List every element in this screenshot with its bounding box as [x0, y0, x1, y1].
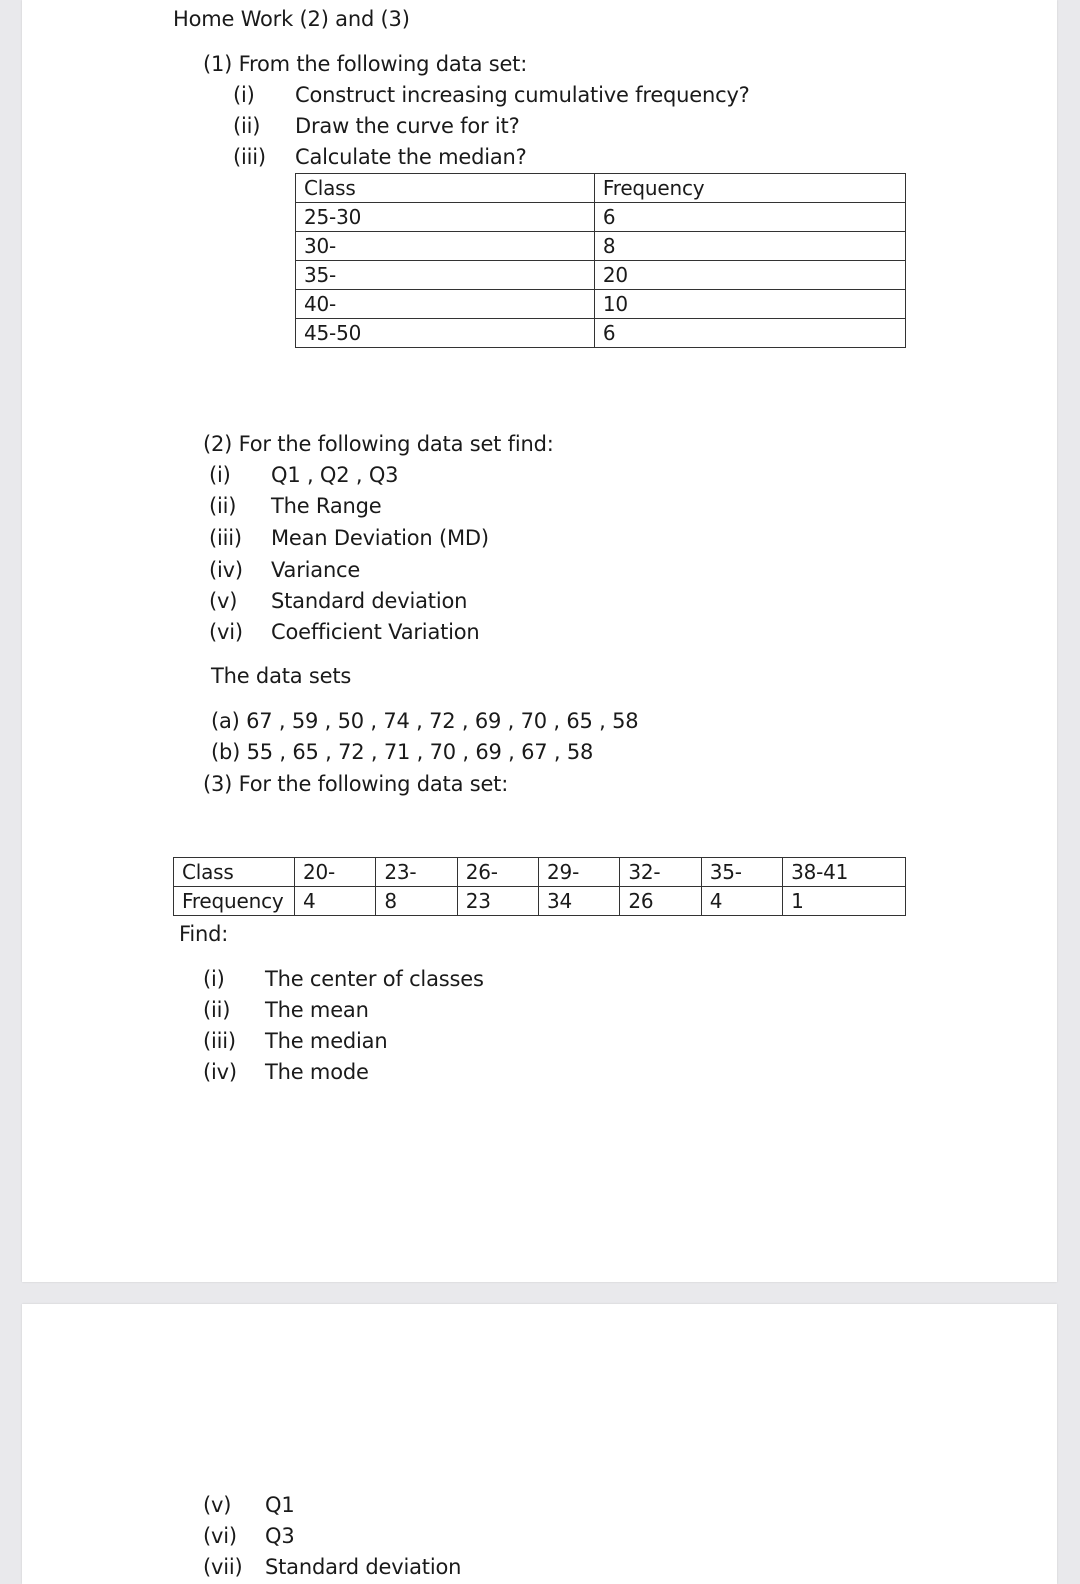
q3-item-text: The median — [265, 1029, 388, 1053]
q3-frequency-table — [173, 857, 906, 916]
q1-item-text: Construct increasing cumulative frequency? — [295, 83, 750, 107]
q3-item-num: (v) — [203, 1493, 232, 1517]
table-row — [296, 290, 906, 319]
page-title: Home Work (2) and (3) — [173, 7, 410, 31]
q2-item-num: (v) — [209, 589, 238, 613]
q2-item-num: (vi) — [209, 620, 243, 644]
table-cell: 40- — [296, 290, 595, 319]
q2-item-num: (i) — [209, 463, 231, 487]
q3-item-text: Standard deviation — [265, 1555, 462, 1579]
table-row — [296, 319, 906, 348]
q1-item-text: Calculate the median? — [295, 145, 527, 169]
table-cell: Frequency — [174, 887, 295, 916]
q3-item-text: The mean — [265, 998, 369, 1022]
q1-item-num: (i) — [233, 83, 255, 107]
document-page-2 — [22, 1304, 1057, 1584]
table-row — [296, 261, 906, 290]
q2-item-text: The Range — [271, 494, 382, 518]
table-cell: 35- — [296, 261, 595, 290]
q2-dataset: (a) 67 , 59 , 50 , 74 , 72 , 69 , 70 , 65 , 58 — [211, 709, 639, 733]
table-cell: 20 — [594, 261, 905, 290]
document-page-1 — [22, 0, 1057, 1282]
table-cell: 8 — [376, 887, 457, 916]
q2-item-text: Variance — [271, 558, 361, 582]
q2-item-text: Coefficient Variation — [271, 620, 480, 644]
table-cell: 34 — [539, 887, 620, 916]
q1-item-num: (iii) — [233, 145, 266, 169]
q1-item-num: (ii) — [233, 114, 261, 138]
q2-heading: (2) For the following data set find: — [203, 432, 554, 456]
table-row — [296, 232, 906, 261]
q2-dataset: (b) 55 , 65 , 72 , 71 , 70 , 69 , 67 , 58 — [211, 740, 594, 764]
table-row — [296, 203, 906, 232]
table-cell: 4 — [701, 887, 782, 916]
q2-datasets-label: The data sets — [211, 664, 352, 688]
q1-frequency-table — [295, 173, 906, 348]
q2-item-num: (ii) — [209, 494, 237, 518]
table-cell: 38-41 — [783, 858, 906, 887]
q2-item-text: Standard deviation — [271, 589, 468, 613]
q2-item-num: (iv) — [209, 558, 243, 582]
table-cell: 45-50 — [296, 319, 595, 348]
q2-item-text: Q1 , Q2 , Q3 — [271, 463, 399, 487]
table-cell: 25-30 — [296, 203, 595, 232]
table-cell: 30- — [296, 232, 595, 261]
table-cell: 26 — [620, 887, 701, 916]
table-cell: Class — [174, 858, 295, 887]
table-cell: 4 — [295, 887, 376, 916]
table-row — [174, 887, 906, 916]
q3-item-num: (iv) — [203, 1060, 237, 1084]
q3-find-label: Find: — [179, 922, 229, 946]
table-cell: 35- — [701, 858, 782, 887]
q2-item-text: Mean Deviation (MD) — [271, 526, 489, 550]
table-header-row — [296, 174, 906, 203]
table-cell: 10 — [594, 290, 905, 319]
q2-item-num: (iii) — [209, 526, 242, 550]
table-cell: 29- — [539, 858, 620, 887]
table-cell: 8 — [594, 232, 905, 261]
table-cell: 20- — [295, 858, 376, 887]
table-cell: 26- — [457, 858, 538, 887]
table-cell: 32- — [620, 858, 701, 887]
q3-item-text: The center of classes — [265, 967, 484, 991]
q3-item-num: (vii) — [203, 1555, 243, 1579]
table-row — [174, 858, 906, 887]
q1-item-text: Draw the curve for it? — [295, 114, 520, 138]
table-header-cell: Frequency — [594, 174, 905, 203]
q1-heading: (1) From the following data set: — [203, 52, 528, 76]
q3-item-text: Q1 — [265, 1493, 295, 1517]
table-cell: 23 — [457, 887, 538, 916]
q3-item-num: (vi) — [203, 1524, 237, 1548]
table-cell: 1 — [783, 887, 906, 916]
q3-item-num: (i) — [203, 967, 225, 991]
table-header-cell: Class — [296, 174, 595, 203]
q3-item-num: (ii) — [203, 998, 231, 1022]
q3-heading: (3) For the following data set: — [203, 772, 509, 796]
q3-item-text: Q3 — [265, 1524, 295, 1548]
table-cell: 6 — [594, 319, 905, 348]
q3-item-text: The mode — [265, 1060, 369, 1084]
table-cell: 6 — [594, 203, 905, 232]
table-cell: 23- — [376, 858, 457, 887]
q3-item-num: (iii) — [203, 1029, 236, 1053]
